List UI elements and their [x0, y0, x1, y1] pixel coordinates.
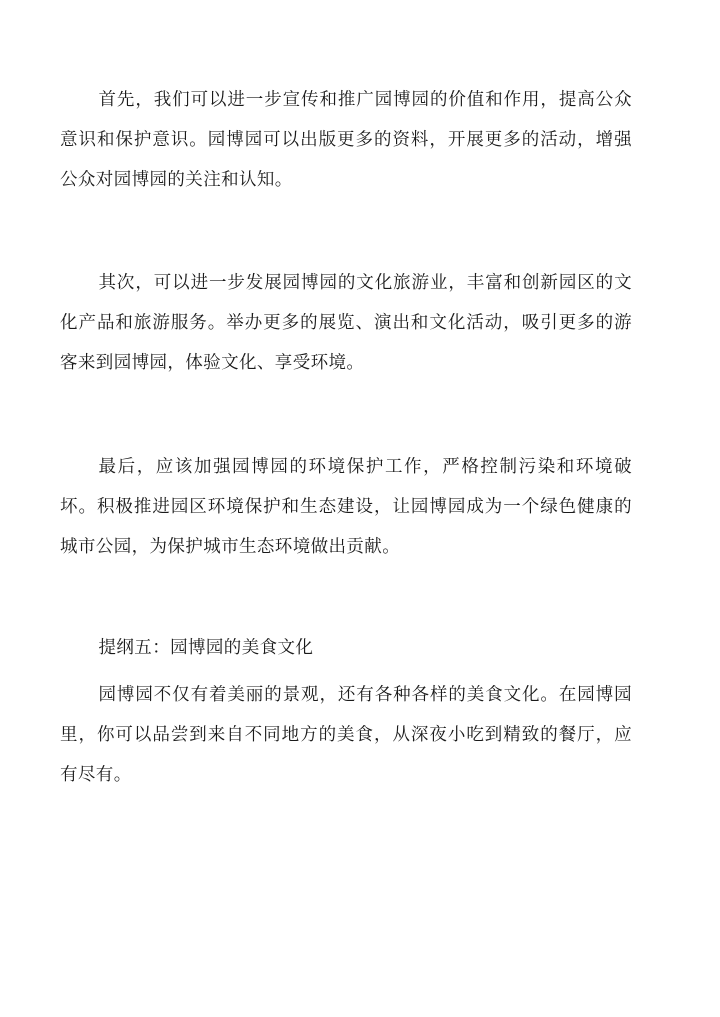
paragraph-cultural-tourism: 其次，可以进一步发展园博园的文化旅游业，丰富和创新园区的文化产品和旅游服务。举办更多的展览、演出和文化活动，吸引更多的游客来到园博园，体验文化、享受环境。 [60, 273, 632, 373]
paragraph-publicity: 首先，我们可以进一步宣传和推广园博园的价值和作用，提高公众意识和保护意识。园博园可以出版更多的资料，开展更多的活动，增强公众对园博园的关注和认知。 [60, 90, 632, 190]
section-heading-outline-five: 提纲五：园博园的美食文化 [98, 638, 314, 658]
paragraph-environmental-protection: 最后，应该加强园博园的环境保护工作，严格控制污染和环境破坏。积极推进园区环境保护和生态建设，让园博园成为一个绿色健康的城市公园，为保护城市生态环境做出贡献。 [60, 457, 632, 557]
paragraph-food-culture: 园博园不仅有着美丽的景观，还有各种各样的美食文化。在园博园里，你可以品尝到来自不同地方的美食，从深夜小吃到精致的餐厅，应有尽有。 [60, 685, 632, 785]
